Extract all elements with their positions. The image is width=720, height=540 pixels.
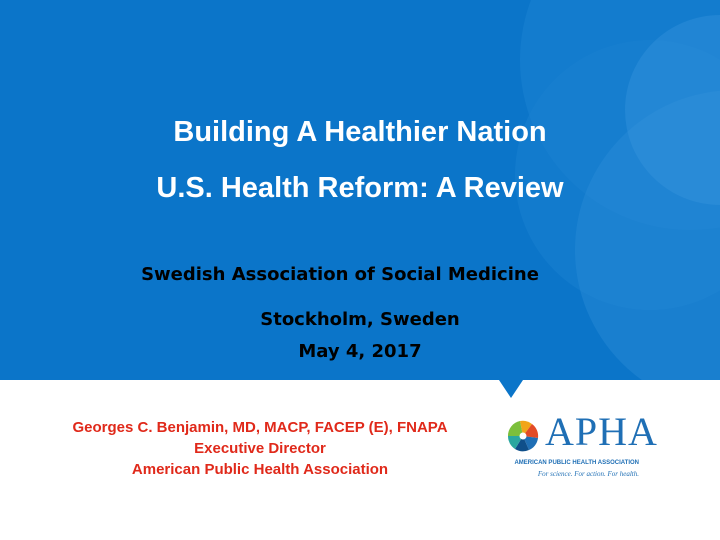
event-date: May 4, 2017 (298, 341, 422, 362)
apha-wordmark: APHA (545, 409, 658, 454)
speaker-role: Executive Director (194, 440, 326, 457)
event-location: Stockholm, Sweden (260, 309, 460, 330)
apha-pinwheel-icon (505, 418, 541, 454)
event-name: Swedish Association of Social Medicine (141, 264, 539, 285)
speaker-name: Georges C. Benjamin, MD, MACP, FACEP (E), FNAPA (72, 419, 448, 436)
apha-tagline: For science. For action. For health. (537, 470, 639, 478)
title-line-1: Building A Healthier Nation (173, 116, 547, 148)
apha-logo (505, 409, 658, 482)
speaker-organization: American Public Health Association (131, 461, 389, 478)
apha-org-name: AMERICAN PUBLIC HEALTH ASSOCIATION (514, 460, 639, 466)
title-line-2: U.S. Health Reform: A Review (156, 172, 564, 204)
